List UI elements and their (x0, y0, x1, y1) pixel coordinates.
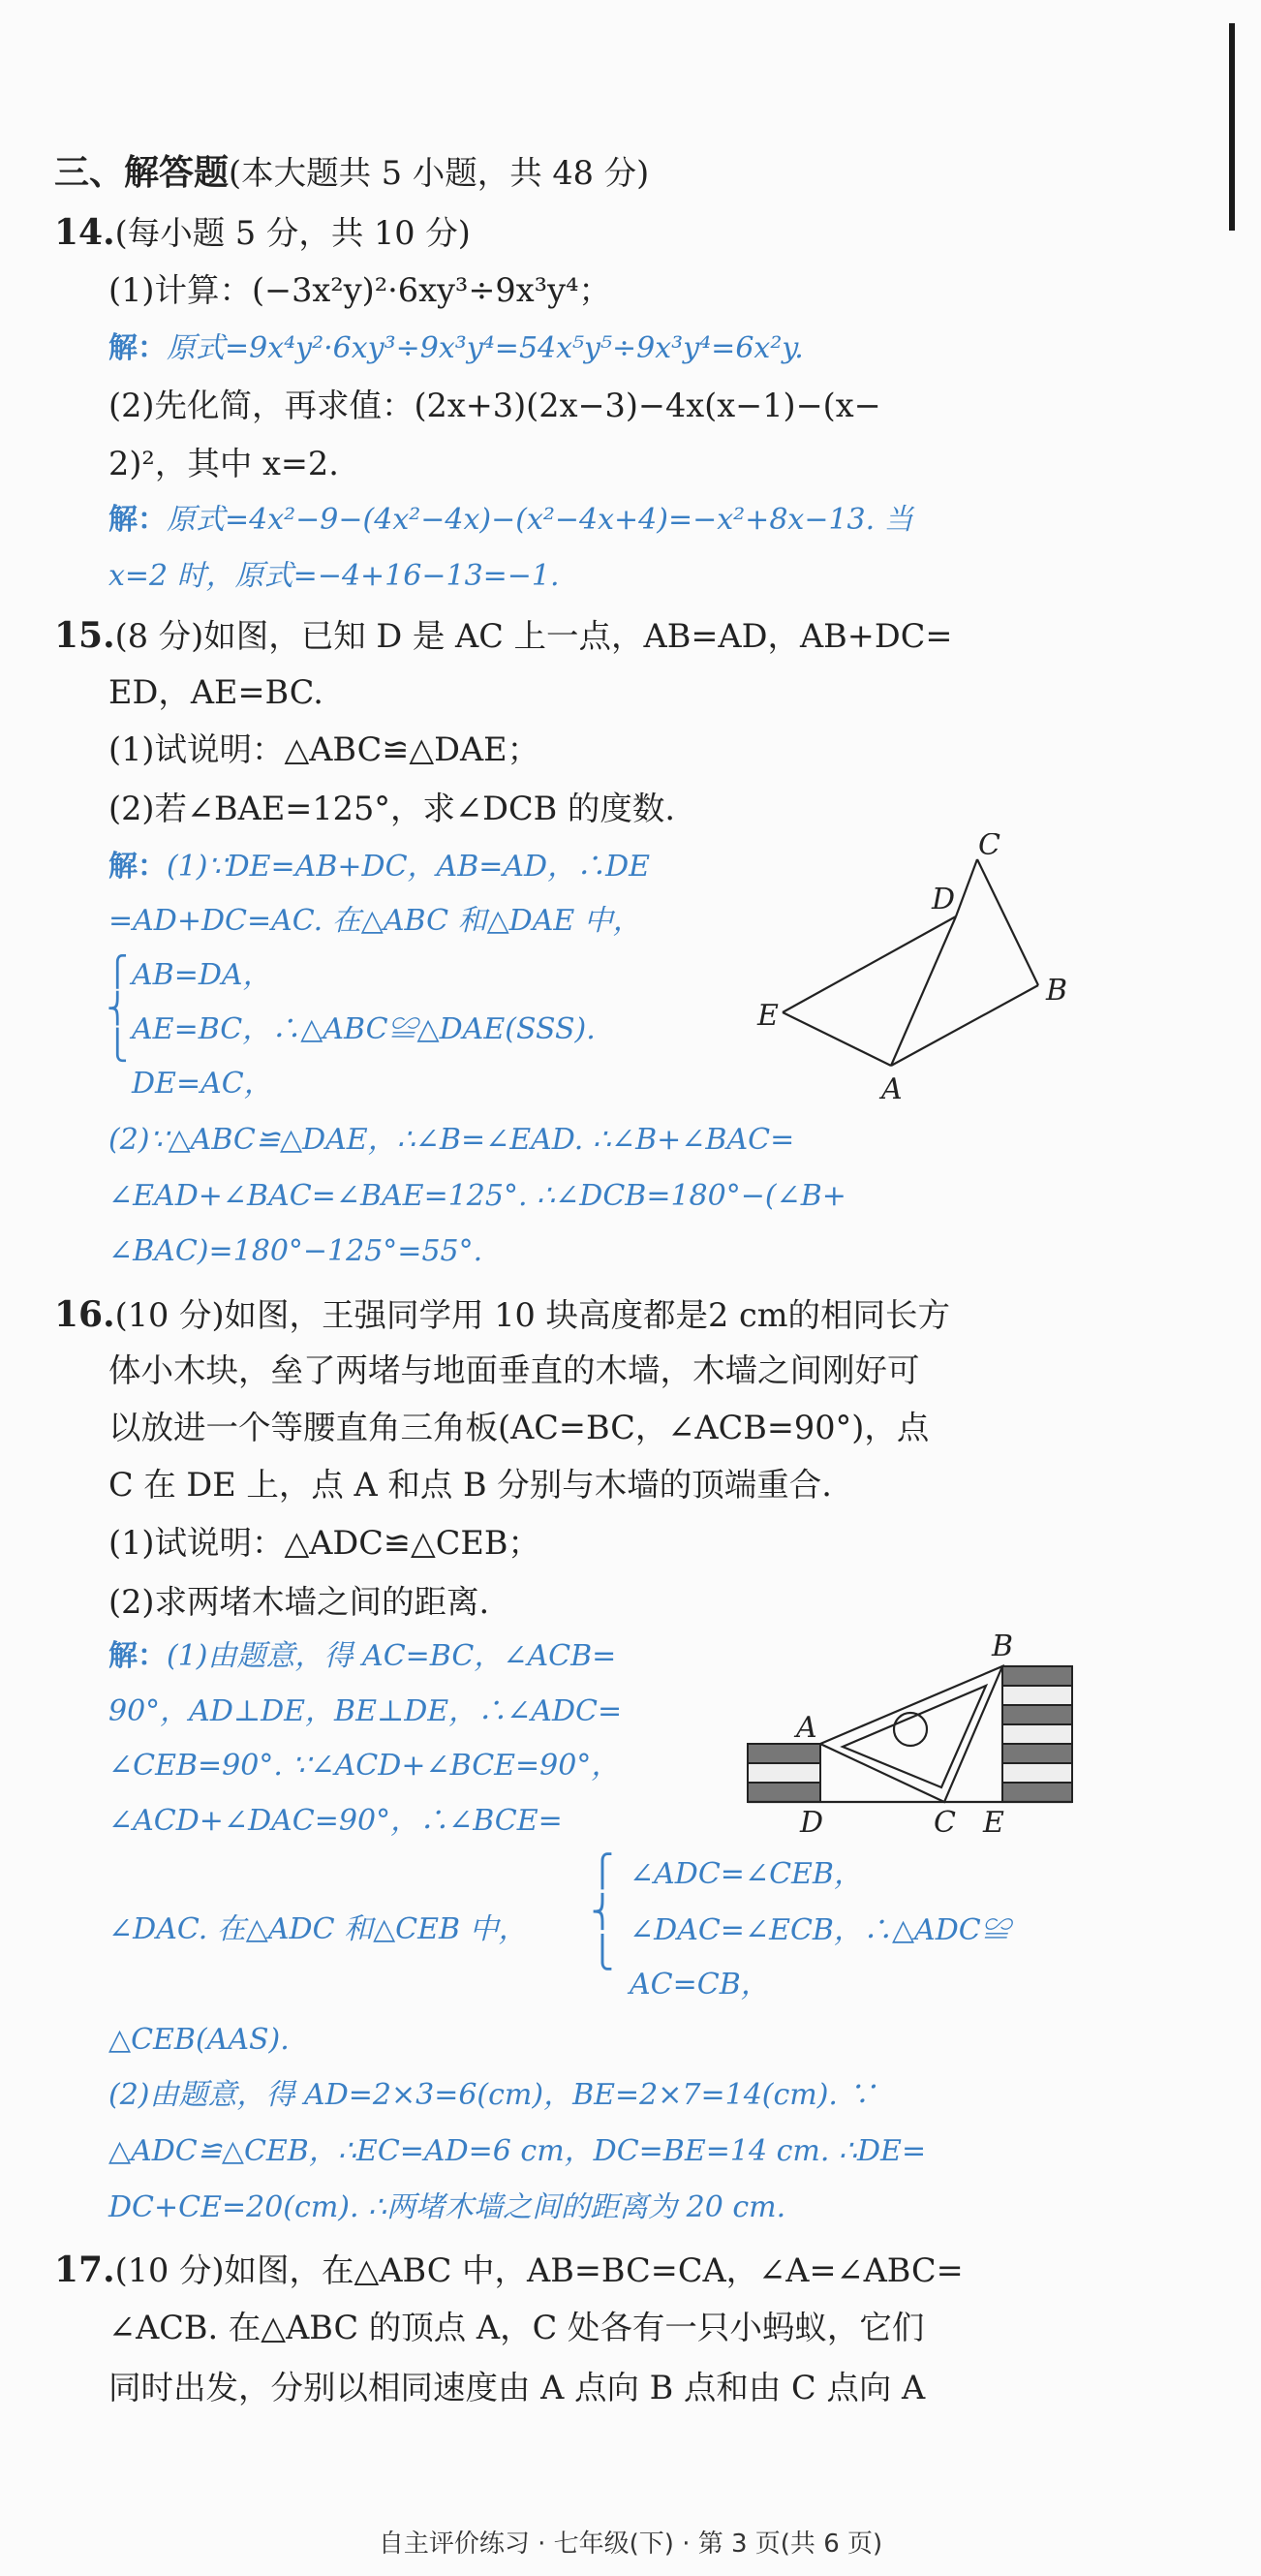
q16-solution8: △ADC≌△CEB，∴EC=AD=6 cm，DC=BE=14 cm. ∴DE= (108, 2134, 927, 2168)
q14-sol-label: 解： (108, 331, 167, 365)
q16-part2: (2)求两堵木墙之间的距离. (108, 1583, 490, 1621)
q14-sol1-text: 原式=9x⁴y²·6xy³÷9x³y⁴=54x⁵y⁵÷9x³y⁴=6x²y. (167, 331, 804, 365)
q16-part1: (1)试说明：△ADC≌△CEB； (108, 1524, 540, 1562)
q16-solution5: ∠DAC. 在△ADC 和△CEB 中， (108, 1912, 528, 1946)
q14-solution2-a (108, 503, 913, 537)
q16-line4: C 在 DE 上，点 A 和点 B 分别与木墙的顶端重合. (108, 1466, 832, 1504)
q14-header (54, 212, 471, 253)
q16-solution4: ∠ACD+∠DAC=90°，∴∠BCE= (108, 1804, 563, 1838)
section-heading (54, 152, 650, 193)
q16-sol-label: 解： (108, 1639, 167, 1673)
q17-line3: 同时出发，分别以相同速度由 A 点向 B 点和由 C 点向 A (108, 2369, 926, 2406)
q16-cond1: ∠ADC=∠CEB， (630, 1857, 863, 1891)
q16-solution2: 90°，AD⊥DE，BE⊥DE，∴∠ADC= (108, 1694, 623, 1728)
q15-brace: ⎧ ⎨ ⎩ (107, 955, 129, 1063)
q15-solution-part2-c: ∠BAC)=180°−125°=55°. (108, 1234, 483, 1268)
q15-fig-label-b: B (1046, 974, 1068, 1008)
q16-solution7: (2)由题意，得 AD=2×3=6(cm)，BE=2×7=14(cm). ∵ (108, 2078, 877, 2112)
q14-part2-a: (2)先化简，再求值：(2x+3)(2x−3)−4x(x−1)−(x− (108, 387, 881, 424)
q15-solution-part2-b: ∠EAD+∠BAC=∠BAE=125°. ∴∠DCB=180°−(∠B+ (108, 1179, 846, 1213)
q15-fig-label-c: C (978, 833, 1000, 862)
q16-cond3: AC=CB， (630, 1968, 770, 2002)
q14-solution1 (108, 331, 804, 365)
q15-fig-label-d: D (932, 883, 956, 916)
q15-sol1-text: (1)∵DE=AB+DC，AB=AD，∴DE (167, 850, 651, 884)
q14-part2-b: 2)²，其中 x=2. (108, 445, 339, 482)
q15-solution1 (108, 850, 651, 884)
q15-sol-label: 解： (108, 850, 167, 884)
q17-number: 17. (54, 2250, 115, 2290)
q17-line1-text: (10 分)如图，在△ABC 中，AB=BC=CA，∠A=∠ABC= (114, 2251, 964, 2289)
q15-solution-part2-a: (2)∵△ABC≌△DAE，∴∠B=∠EAD. ∴∠B+∠BAC= (108, 1123, 795, 1157)
q16-fig-label-c: C (934, 1806, 956, 1840)
q15-part2: (2)若∠BAE=125°，求∠DCB 的度数. (108, 790, 676, 827)
q16-sol1-text: (1)由题意，得 AC=BC，∠ACB= (167, 1639, 617, 1673)
q14-header-text: (每小题 5 分，共 10 分) (114, 214, 471, 252)
q16-fig-label-b: B (992, 1632, 1014, 1663)
q16-solution6: △CEB(AAS). (108, 2023, 290, 2057)
q15-cond2: AE=BC，∴△ABC≌△DAE(SSS). (132, 1012, 596, 1046)
q16-cond2: ∠DAC=∠ECB，∴△ADC≌ (630, 1913, 1010, 1947)
q16-fig-label-a: A (796, 1711, 817, 1745)
q14-number: 14. (54, 212, 115, 253)
q14-part1: (1)计算：(−3x²y)²·6xy³÷9x³y⁴； (108, 271, 611, 309)
q16-number: 16. (54, 1294, 115, 1335)
q16-fig-label-d: D (800, 1806, 824, 1840)
q17-line1 (54, 2250, 964, 2290)
q15-cond1: AB=DA， (132, 958, 272, 992)
section-title: 三、解答题 (54, 152, 230, 193)
q15-line1-text: (8 分)如图，已知 D 是 AC 上一点，AB=AD，AB+DC= (114, 617, 953, 655)
q16-line2: 体小木块，垒了两堵与地面垂直的木墙，木墙之间刚好可 (108, 1351, 920, 1389)
section-note: (本大题共 5 小题，共 48 分) (229, 154, 650, 192)
q16-line1 (54, 1294, 950, 1335)
q16-line3: 以放进一个等腰直角三角板(AC=BC，∠ACB=90°)，点 (108, 1409, 930, 1446)
q16-line1-text: (10 分)如图，王强同学用 10 块高度都是2 cm的相同长方 (114, 1296, 950, 1334)
q15-fig-label-a: A (881, 1072, 903, 1104)
q16-brace: ⎧ ⎨ ⎩ (591, 1852, 614, 1971)
q16-solution9: DC+CE=20(cm). ∴两堵木墙之间的距离为 20 cm. (108, 2190, 786, 2224)
page-footer: 自主评价练习 · 七年级(下) · 第 3 页(共 6 页) (378, 2529, 883, 2559)
q14-solution2-b: x=2 时，原式=−4+16−13=−1. (108, 559, 560, 593)
q15-cond3: DE=AC， (132, 1067, 273, 1101)
page-edge-bar (1229, 23, 1235, 231)
q14-sol2-text: 原式=4x²−9−(4x²−4x)−(x²−4x+4)=−x²+8x−13. 当 (167, 503, 913, 537)
q15-line1 (54, 615, 953, 656)
q15-number: 15. (54, 615, 115, 656)
q15-solution2: =AD+DC=AC. 在△ABC 和△DAE 中， (108, 904, 642, 938)
q15-line2: ED，AE=BC. (108, 673, 323, 711)
q16-fig-label-e: E (983, 1806, 1004, 1840)
q16-wall-figure (736, 1632, 1094, 1846)
q15-part1: (1)试说明：△ABC≌△DAE； (108, 730, 540, 768)
q15-fig-label-e: E (757, 999, 779, 1033)
q16-solution1 (108, 1639, 617, 1673)
q14-sol2-label: 解： (108, 503, 167, 537)
q15-triangle-figure (755, 833, 1085, 1104)
q17-line2: ∠ACB. 在△ABC 的顶点 A，C 处各有一只小蚂蚁，它们 (108, 2309, 925, 2346)
q16-solution3: ∠CEB=90°. ∵∠ACD+∠BCE=90°， (108, 1749, 621, 1783)
